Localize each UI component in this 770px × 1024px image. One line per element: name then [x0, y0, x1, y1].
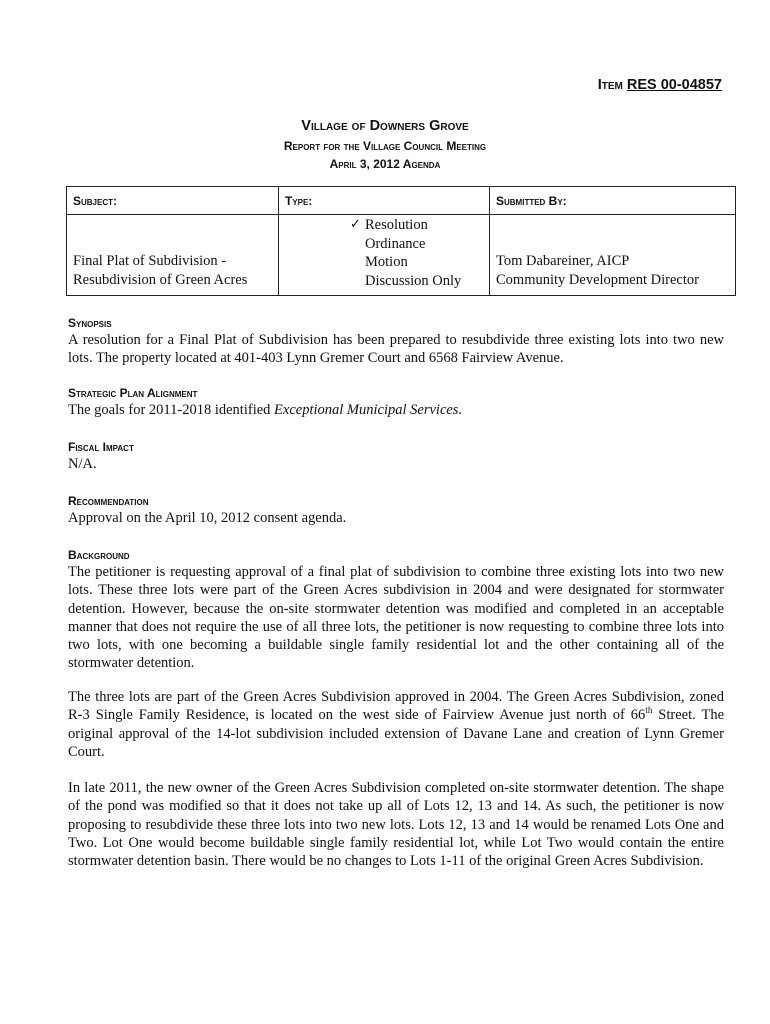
background-paragraph-2	[68, 688, 724, 761]
synopsis-text: A resolution for a Final Plat of Subdivision has been prepared to resubdivide three existing lots into two new lots. The property located at 401-403 Lynn Gremer Court and 6568 Fairview Avenue.	[68, 332, 724, 367]
fiscal-impact-text: N/A.	[68, 456, 97, 472]
subject-line-2: Resubdivision of Green Acres	[73, 272, 248, 288]
recommendation-text: Approval on the April 10, 2012 consent agenda.	[68, 510, 347, 526]
type-option-ordinance	[365, 235, 489, 254]
submitted-header-cell	[490, 187, 736, 215]
strategic-plan-text	[68, 401, 724, 419]
type-option-label: Discussion Only	[365, 272, 462, 289]
agenda-date: April 3, 2012 Agenda	[329, 157, 441, 171]
item-number: RES 00-04857	[626, 77, 722, 93]
strategic-plan-heading: Strategic Plan Alignment	[68, 386, 198, 400]
strategic-plan-emphasis: Exceptional Municipal Services.	[274, 402, 463, 418]
item-prefix: Item	[597, 77, 627, 93]
report-title: Report for the Village Council Meeting	[283, 139, 487, 153]
subject-line-1: Final Plat of Subdivision -	[73, 253, 227, 269]
fiscal-impact-section	[68, 439, 724, 473]
background-paragraph-2-text-end: Street. The original approval of the 14-lot subdivision included extension of Davane Lane and creation of Lynn Gremer Court.	[68, 707, 724, 760]
type-option-resolution	[350, 216, 489, 235]
recommendation-heading: Recommendation	[68, 494, 149, 508]
submitted-by-label: Submitted By:	[496, 194, 567, 208]
fiscal-impact-heading: Fiscal Impact	[68, 440, 134, 454]
item-number-line	[400, 77, 722, 93]
strategic-plan-section	[68, 385, 724, 419]
type-option-label: Motion	[365, 254, 408, 270]
summary-table	[66, 186, 736, 296]
background-section	[68, 547, 724, 673]
type-header-cell	[279, 187, 490, 215]
org-title: Village of Downers Grove	[301, 118, 469, 134]
submitter-name: Tom Dabareiner, AICP	[496, 253, 630, 269]
recommendation-section	[68, 493, 724, 527]
subject-label: Subject:	[73, 194, 118, 208]
strategic-plan-text-main: The goals for 2011-2018 identified	[68, 402, 275, 418]
type-option-label: Ordinance	[365, 235, 426, 252]
type-option-discussion-only	[365, 272, 489, 291]
checkmark-icon: ✓	[350, 217, 361, 232]
subject-header-cell	[67, 187, 279, 215]
background-paragraph-3: In late 2011, the new owner of the Green Acres Subdivision completed on-site stormwater detention. The shape of the pond was modified so that it does not take up all of Lots 12, 13 and 14. As such, the petitioner is now proposing to resubdivide these three lots into two new lots. Lots 12, 13 and 14 would be renamed Lots One and Two. Lot One would become buildable single family residential lot, while Lot Two would contain the entire stormwater detention basin. There would be no changes to Lots 1-11 of the original Green Acres Subdivision.	[68, 780, 724, 870]
synopsis-heading: Synopsis	[68, 316, 112, 330]
type-cell	[279, 215, 490, 296]
submitter-title: Community Development Director	[496, 272, 699, 288]
submitted-by-cell	[490, 215, 736, 296]
background-heading: Background	[68, 548, 130, 562]
type-option-label: Resolution	[365, 217, 428, 233]
background-paragraph-2-text: The three lots are part of the Green Acres Subdivision approved in 2004. The Green Acres Subdivision, zoned R-3 Single Family Residence, is located on the west side of Fairview Avenue just north of 66	[68, 689, 724, 724]
subject-cell	[67, 215, 279, 296]
type-options-list	[279, 215, 489, 290]
type-label: Type:	[285, 194, 313, 208]
summary-table-header-row	[67, 187, 736, 215]
type-option-motion	[365, 253, 489, 272]
synopsis-section	[68, 315, 724, 368]
background-paragraph-1: The petitioner is requesting approval of a final plat of subdivision to combine three existing lots into two new lots. These three lots were part of the Green Acres subdivision in 2004 and were designated for stormwater detention. However, because the on-site stormwater detention was modified and completed in an acceptable manner that does not require the use of all three lots, the petitioner is now requesting to combine three lots into two lots, with one becoming a buildable single family residential lot and the other containing all of the stormwater detention.	[68, 564, 724, 672]
ordinal-suffix: th	[645, 705, 653, 716]
summary-table-body-row	[67, 215, 736, 296]
